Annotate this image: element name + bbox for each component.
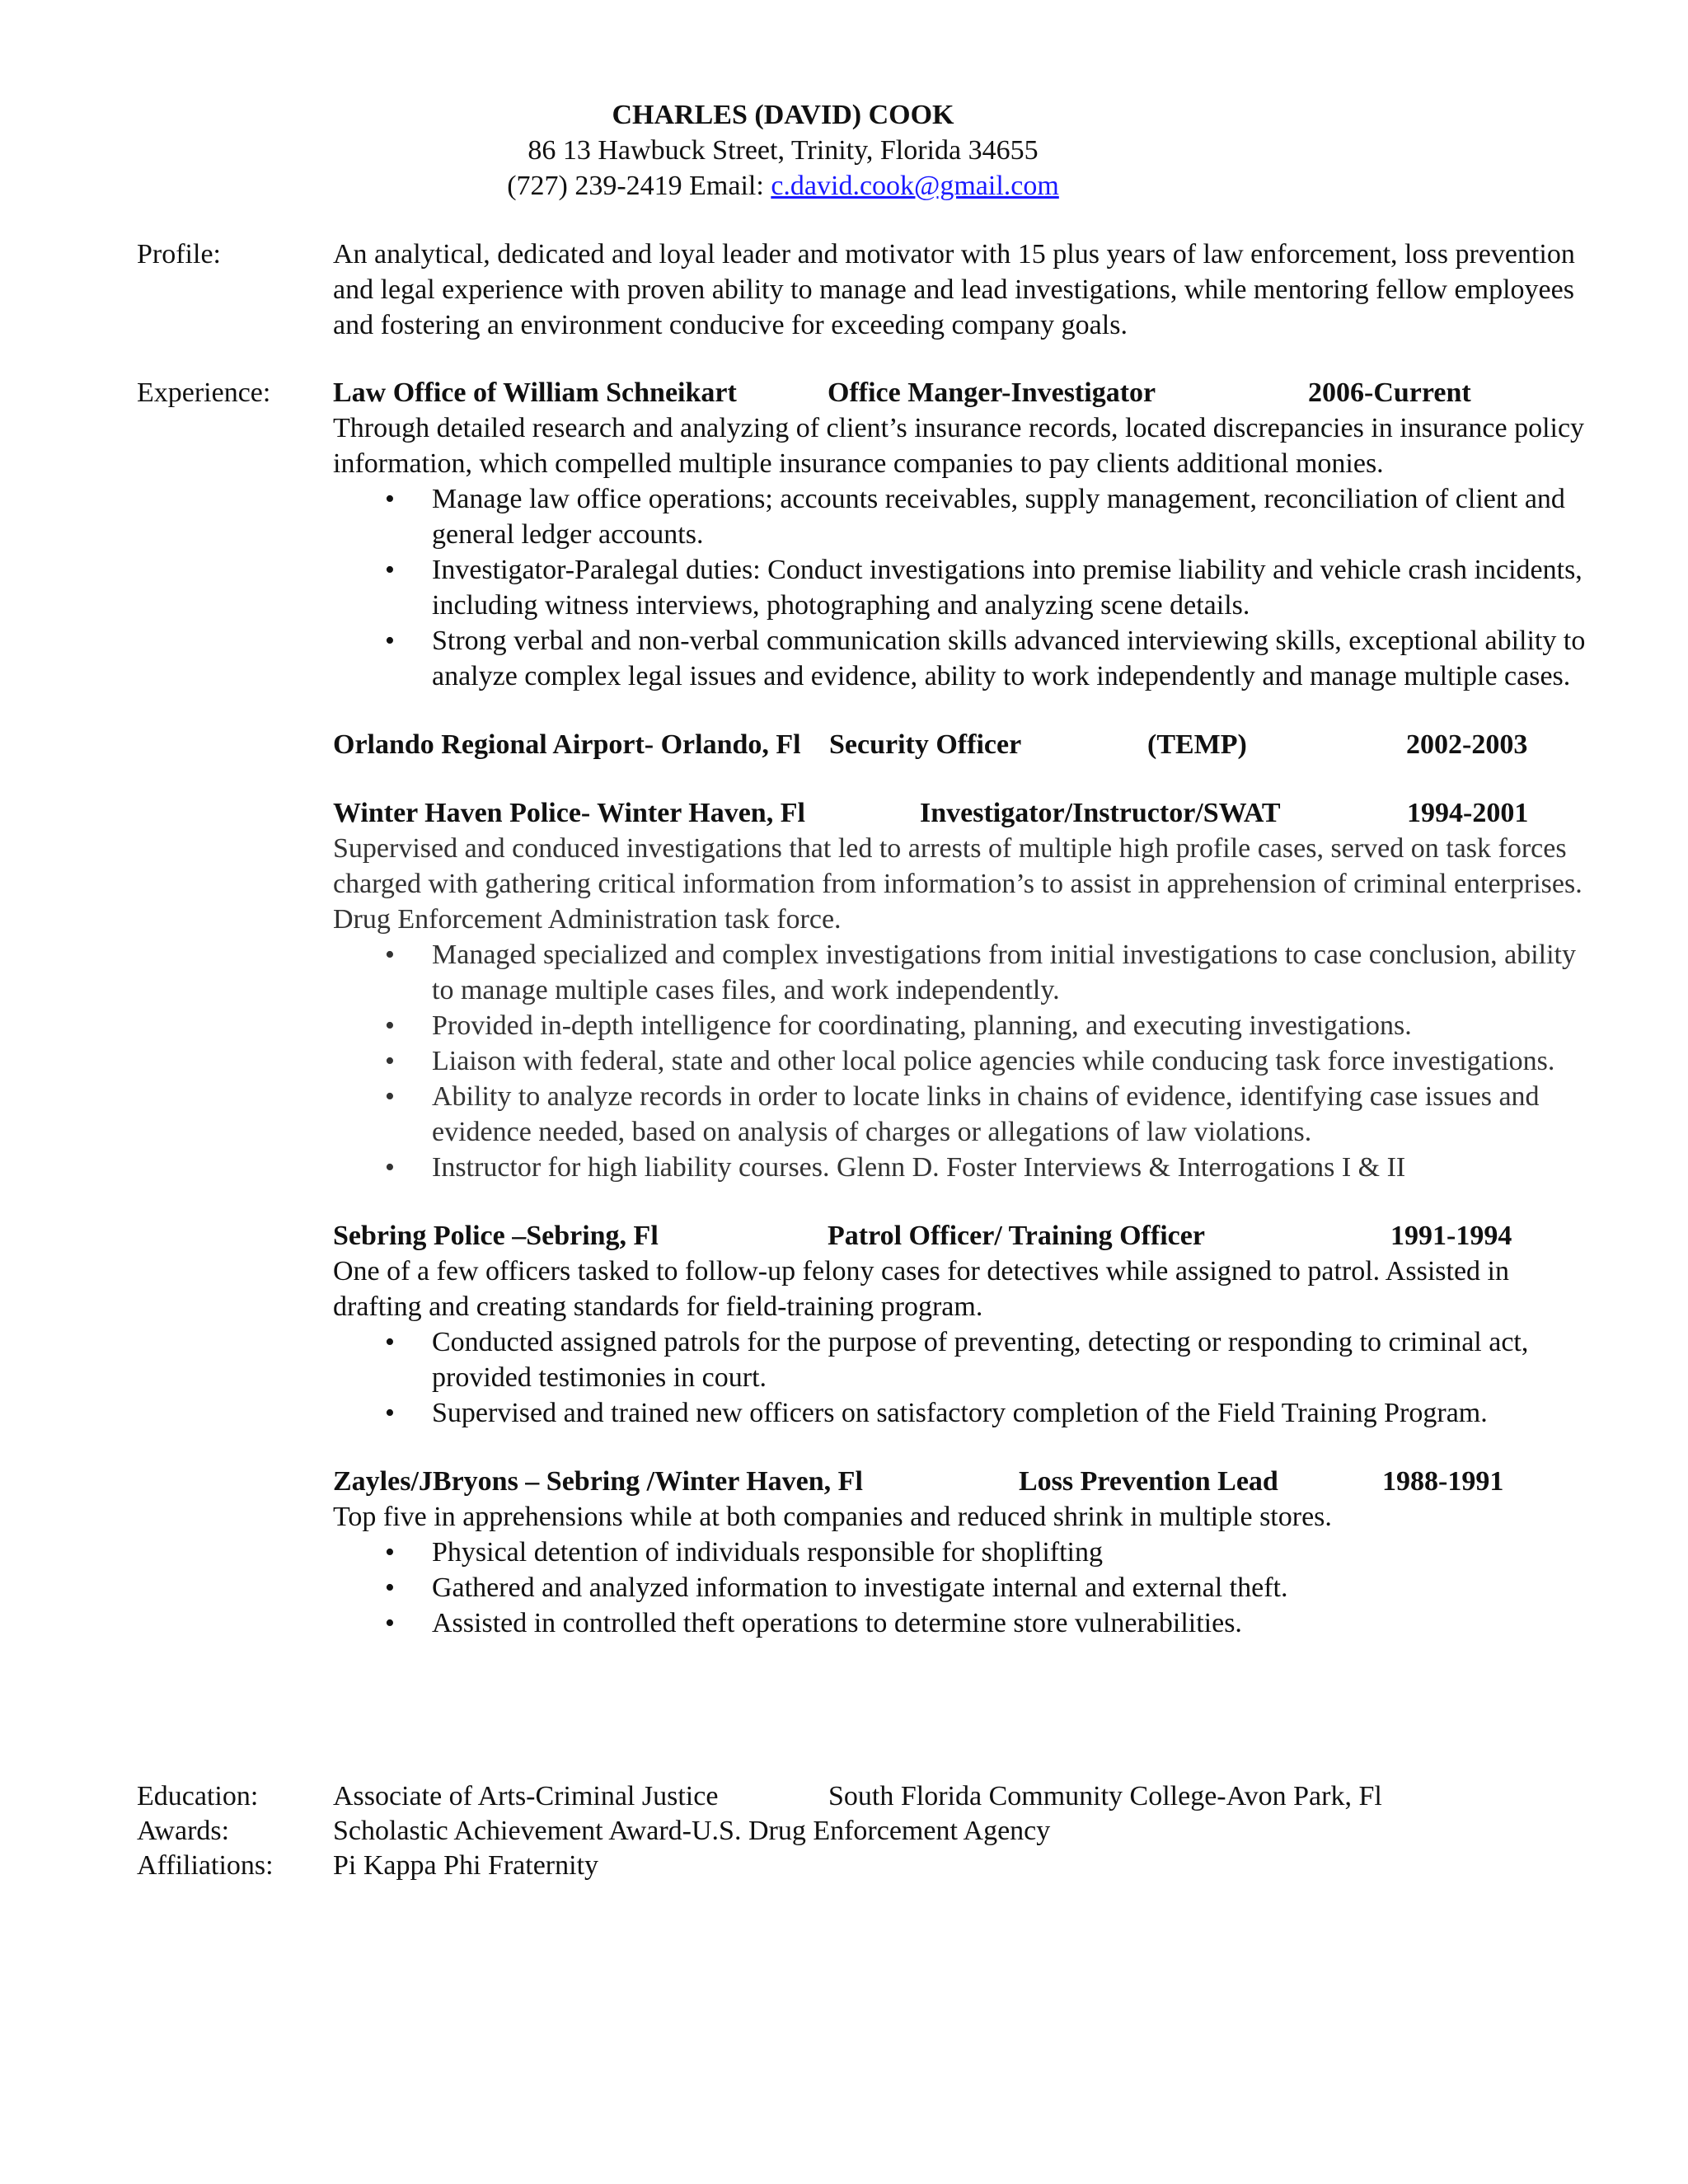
job-description: Supervised and conduced investigations that led to arrests of multiple high profile cases, served on task forces charged with gathering critical information from information’s to assist in apprehension of criminal enterprises. Drug Enforcement Administration task force. — [333, 833, 1582, 935]
list-item: • Strong verbal and non-verbal communication skills advanced interviewing skills, exceptional ability to analyze complex legal issues and evidence, ability to work independently and manage multiple cases. — [333, 623, 1590, 694]
job-employer: Orlando Regional Airport- Orlando, Fl — [333, 729, 801, 760]
job-dates: 1994-2001 — [1407, 798, 1529, 828]
list-item: • Managed specialized and complex investigations from initial investigations to case conclusion, ability to manage multiple cases files, and work independently. — [333, 937, 1590, 1008]
job-heading — [333, 795, 1590, 831]
job-dates: 1991-1994 — [1390, 1221, 1512, 1251]
job-bullets — [333, 1535, 1590, 1641]
job-employer: Zayles/JBryons – Sebring /Winter Haven, Fl — [333, 1466, 863, 1497]
list-item: • Physical detention of individuals responsible for shoplifting — [333, 1535, 1590, 1570]
list-item: • Assisted in controlled theft operations to determine store vulnerabilities. — [333, 1605, 1590, 1641]
job-description: Top five in apprehensions while at both companies and reduced shrink in multiple stores. — [333, 1502, 1332, 1532]
job-description: One of a few officers tasked to follow-up felony cases for detectives while assigned to patrol. Assisted in drafting and creating standards for field-training program. — [333, 1256, 1509, 1322]
candidate-name: CHARLES (DAVID) COOK — [612, 100, 954, 130]
job-heading — [333, 1218, 1590, 1254]
job-title: Office Manger-Investigator — [828, 377, 1156, 408]
list-item: • Investigator-Paralegal duties: Conduct investigations into premise liability and vehicle crash incidents, including witness interviews, photographing and analyzing scene details. — [333, 552, 1590, 623]
list-item: • Conducted assigned patrols for the purpose of preventing, detecting or responding to criminal act, provided testimonies in court. — [333, 1324, 1590, 1395]
phone-text: (727) 239-2419 Email: — [507, 171, 771, 201]
list-item: • Ability to analyze records in order to locate links in chains of evidence, identifying case issues and evidence needed, based on analysis of charges or allegations of law violations. — [333, 1079, 1590, 1150]
job-employer: Winter Haven Police- Winter Haven, Fl — [333, 798, 805, 828]
job-entry — [333, 1218, 1590, 1431]
job-heading — [333, 727, 1590, 762]
job-dates: 2006-Current — [1308, 377, 1471, 408]
job-entry — [333, 727, 1590, 762]
job-bullets — [333, 937, 1590, 1185]
job-employer: Sebring Police –Sebring, Fl — [333, 1221, 659, 1251]
job-extra: (TEMP) — [1147, 729, 1247, 760]
job-entry — [333, 795, 1590, 1185]
experience-content — [333, 375, 1590, 1641]
list-item: • Instructor for high liability courses. Glenn D. Foster Interviews & Interrogations I & II — [333, 1150, 1590, 1185]
education-degree: Associate of Arts-Criminal Justice — [333, 1781, 719, 1811]
job-entry — [333, 375, 1590, 694]
affiliations-label: Affiliations: — [137, 1850, 274, 1881]
education-row — [137, 1779, 1587, 1814]
job-dates: 1988-1991 — [1382, 1466, 1504, 1497]
job-title: Patrol Officer/ Training Officer — [828, 1221, 1205, 1251]
job-title: Security Officer — [829, 729, 1022, 760]
list-item: • Liaison with federal, state and other local police agencies while conducing task force investigations. — [333, 1043, 1590, 1079]
experience-label: Experience: — [137, 377, 271, 408]
job-employer: Law Office of William Schneikart — [333, 377, 737, 408]
contact-line — [0, 168, 1566, 204]
profile-text: An analytical, dedicated and loyal leader and motivator with 15 plus years of law enforcement, loss prevention and legal experience with proven ability to manage and lead investigations, while mentoring fellow employees and fostering an environment conducive for exceeding company goals. — [333, 239, 1575, 340]
job-entry — [333, 1464, 1590, 1641]
job-description: Through detailed research and analyzing of client’s insurance records, located discrepancies in insurance policy information, which compelled multiple insurance companies to pay clients additional monies. — [333, 413, 1585, 479]
education-label: Education: — [137, 1781, 259, 1811]
job-bullets — [333, 1324, 1590, 1431]
awards-text: Scholastic Achievement Award-U.S. Drug Enforcement Agency — [333, 1816, 1051, 1846]
profile-label: Profile: — [137, 239, 221, 269]
list-item: • Supervised and trained new officers on satisfactory completion of the Field Training Program. — [333, 1395, 1590, 1431]
address-line: 86 13 Hawbuck Street, Trinity, Florida 34655 — [528, 135, 1039, 166]
list-item: • Gathered and analyzed information to investigate internal and external theft. — [333, 1570, 1590, 1605]
awards-label: Awards: — [137, 1816, 230, 1846]
job-title: Investigator/Instructor/SWAT — [920, 798, 1281, 828]
job-dates: 2002-2003 — [1406, 729, 1528, 760]
resume-header — [0, 97, 1566, 204]
job-title: Loss Prevention Lead — [1019, 1466, 1278, 1497]
job-heading — [333, 1464, 1590, 1499]
education-school: South Florida Community College-Avon Park, Fl — [828, 1781, 1382, 1811]
list-item: • Provided in-depth intelligence for coordinating, planning, and executing investigations. — [333, 1008, 1590, 1043]
job-bullets — [333, 481, 1590, 694]
email-link[interactable]: c.david.cook@gmail.com — [771, 171, 1059, 201]
list-item: • Manage law office operations; accounts receivables, supply management, reconciliation of client and general ledger accounts. — [333, 481, 1590, 552]
affiliations-text: Pi Kappa Phi Fraternity — [333, 1850, 599, 1881]
job-heading — [333, 375, 1590, 410]
